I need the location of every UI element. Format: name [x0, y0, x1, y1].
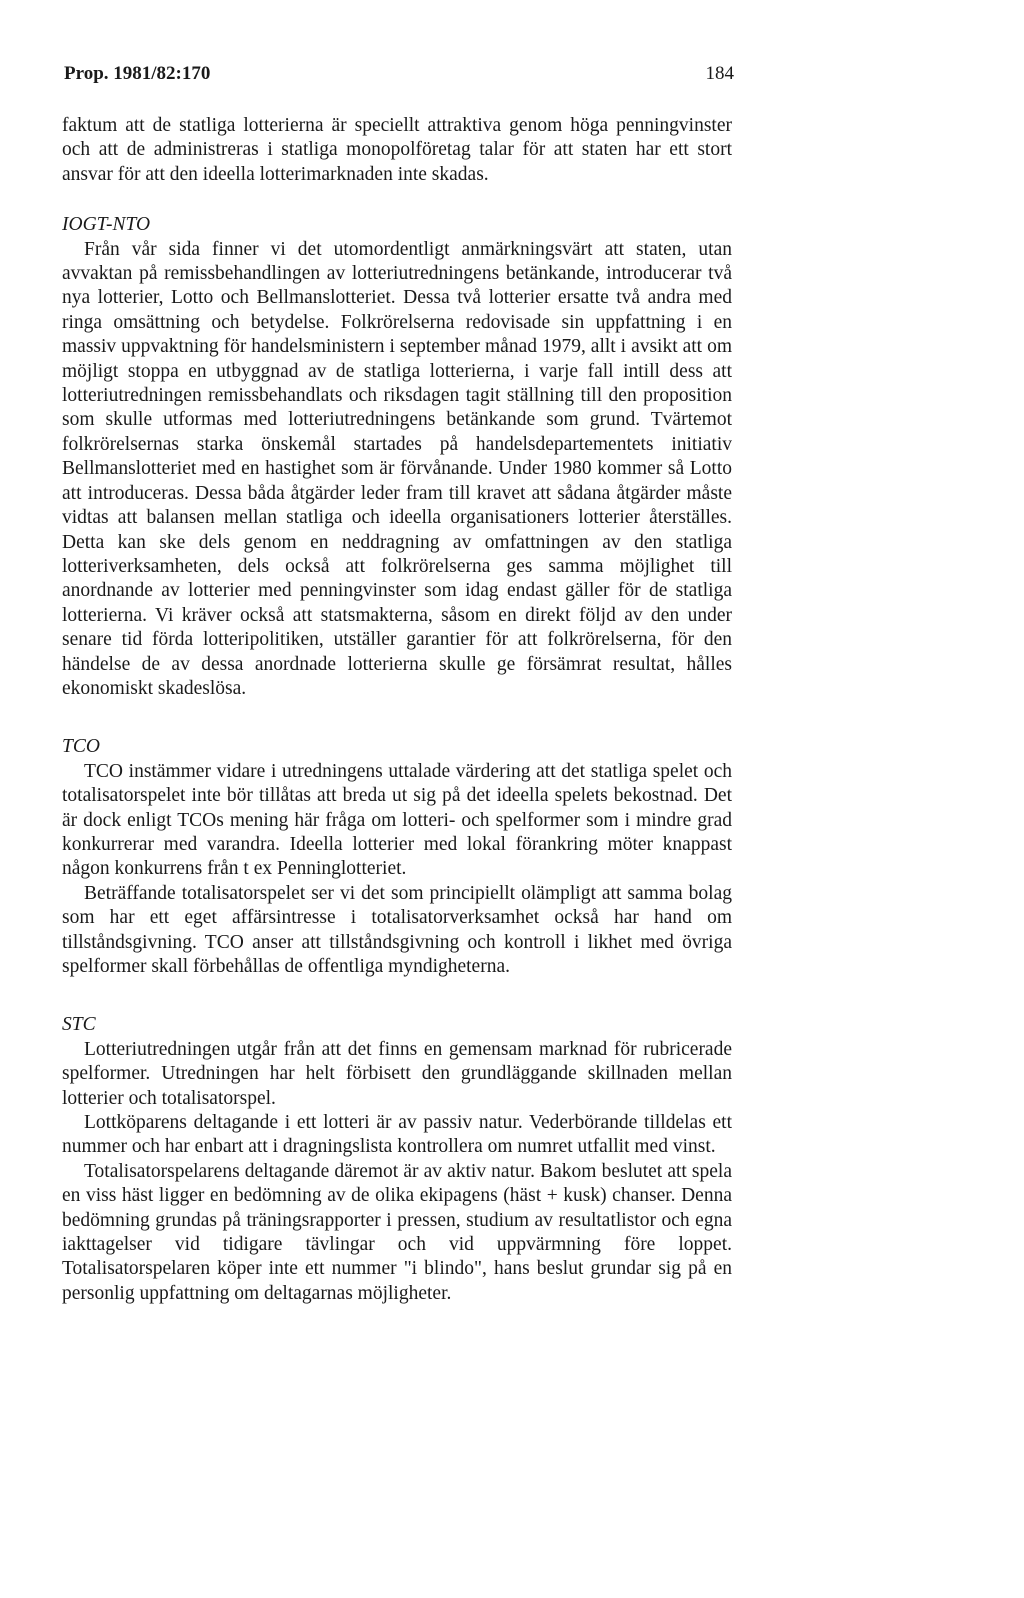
- section-heading: TCO: [62, 736, 100, 758]
- page-header: [64, 63, 734, 87]
- body-paragraph: TCO instämmer vidare i utredningens uttalade värdering att det statliga spelet och totalisatorspelet inte bör tillåtas att breda ut sig på det ideella spelets bekostnad. Det är dock enligt TCOs mening här fråga om lotteri- och spelformer som i mindre grad konkurrerar med varandra. Ideella lotterier med lokal förankring möter knappast någon konkurrens från t ex Penninglotteriet.: [62, 760, 732, 880]
- body-paragraph: Från vår sida finner vi det utomordentligt anmärkningsvärt att staten, utan avvaktan på remissbehandlingen av lotteriutredningens betänkande, introducerar två nya lotterier, Lotto och Bellmanslotteriet. Dessa två lotterier ersatte två andra med ringa omsättning och betydelse. Folkrörelserna redovisade sin uppfattning i en massiv uppvaktning för handelsministern i september månad 1979, allt i avsikt att om möjligt stoppa en utbyggnad av de statliga lotterierna, i varje fall intill dess att lotteriutredningen remissbehandlats och riksdagen tagit ställning till den proposition som skulle utformas med lotteriutredningens betänkande som grund. Tvärtemot folkrörelsernas starka önskemål startades på handelsdepartementets initiativ Bellmanslotteriet med en hastighet som är förvånande. Under 1980 kommer så Lotto att introduceras. Dessa båda åtgärder leder fram till kravet att sådana åtgärder måste vidtas att balansen mellan statliga och ideella organisationers lotterier återställes. Detta kan ske dels genom en neddragning av omfattningen av den statliga lotteriverksamheten, dels också att folkrörelserna ges samma möjlighet till anordnande av lotterier med penningvinster som idag endast gäller för de statliga lotterierna. Vi kräver också att statsmakterna, såsom en direkt följd av den under senare tid förda lotteripolitiken, utställer garantier för att folkrörelserna, för den händelse de av dessa anordnade lotterierna skulle ge försämrat resultat, hålles ekonomiskt skadeslösa.: [62, 238, 732, 699]
- body-paragraph: Lottköparens deltagande i ett lotteri är av passiv natur. Vederbörande tilldelas ett nummer och har enbart att i dragningslista kontrollera om numret utfallit med vinst.: [62, 1112, 732, 1158]
- body-paragraph: Beträffande totalisatorspelet ser vi det som principiellt olämpligt att samma bolag som har ett eget affärsintresse i totalisatorverksamhet också har hand om tillståndsgivning. TCO anser att tillståndsgivning och kontroll i likhet med övriga spelformer skall förbehållas de offentliga myndigheterna.: [62, 882, 732, 977]
- section-tco: [62, 735, 732, 979]
- body-paragraph: Lotteriutredningen utgår från att det finns en gemensam marknad för rubricerade spelformer. Utredningen har helt förbisett den grundläggande skillnaden mellan lotterier och totalisatorspel.: [62, 1038, 732, 1109]
- section-heading: IOGT-NTO: [62, 214, 151, 236]
- section-heading: STC: [62, 1014, 96, 1036]
- page-number: 184: [705, 63, 734, 84]
- section-iogt-nto: [62, 213, 732, 701]
- body-paragraph: Totalisatorspelarens deltagande däremot är av aktiv natur. Bakom beslutet att spela en viss häst ligger en bedömning av de olika ekipagens (häst + kusk) chanser. Denna bedömning grundas på träningsrapporter i pressen, studium av resultatlistor och egna iakttagelser vid tidigare tävlingar och vid uppvärmning före loppet. Totalisatorspelaren köper inte ett nummer "i blindo", hans beslut grundar sig på en personlig uppfattning om deltagarnas möjligheter.: [62, 1160, 732, 1304]
- section-stc: [62, 1013, 732, 1306]
- document-body: [62, 114, 732, 1306]
- intro-paragraph: faktum att de statliga lotterierna är speciellt attraktiva genom höga penningvinster och att de administreras i statliga monopolföretag talar för att staten har ett stort ansvar för att den ideella lotterimarknaden inte skadas.: [62, 115, 732, 185]
- document-reference: Prop. 1981/82:170: [64, 63, 211, 84]
